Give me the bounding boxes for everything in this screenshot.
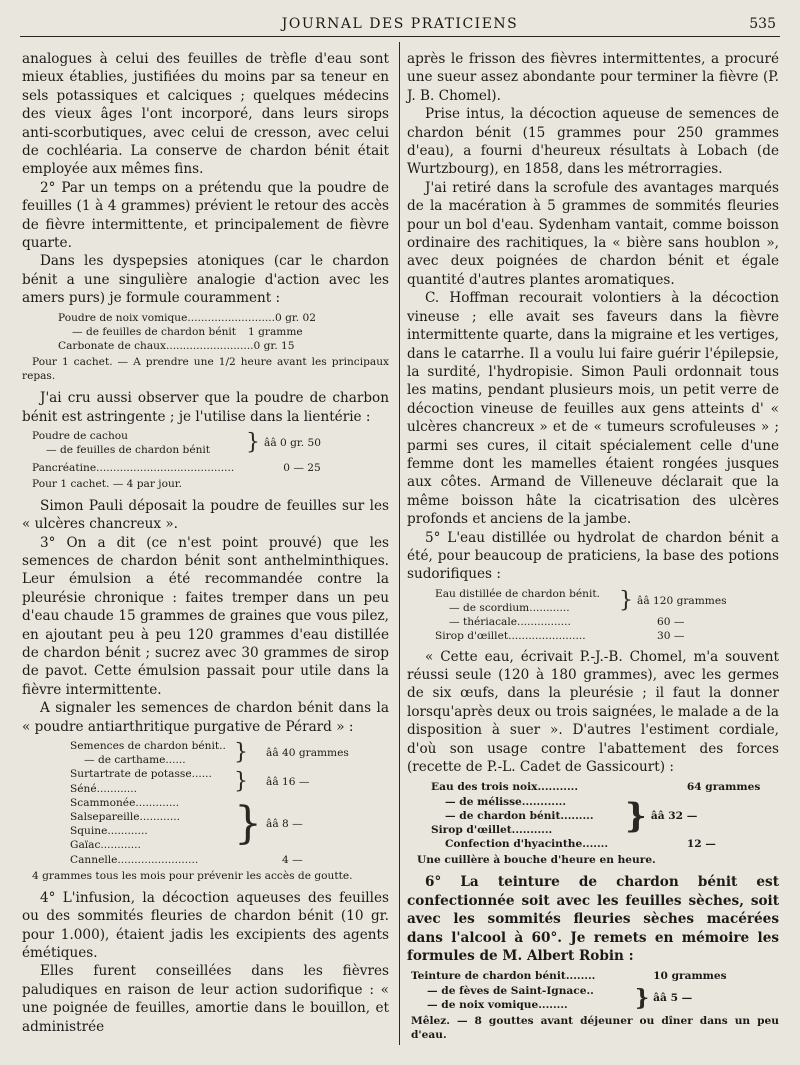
paragraph: J'ai cru aussi observer que la poudre de charbon bénit est astringente ; je l'utilise dans la lientérie :: [22, 390, 389, 425]
prescription-4: Eau distillée de chardon bénit. — de scordium............ } ââ 120 grammes — thériacale................ 60 — Sirop d'œillet....................... 30 —: [435, 587, 727, 643]
prescription-note: Mêlez. — 8 gouttes avant déjeuner ou dîner dans un peu d'eau.: [411, 1015, 779, 1042]
paragraph: 3° On a dit (ce n'est point prouvé) que les semences de chardon bénit sont anthelminthiques. Leur émulsion a été recommandée contre la pleurésie chronique : faites tremper dans un peu d'eau chaude 15 grammes de graines que vous pilez, en ajoutant peu à peu 120 grammes d'eau distillée de chardon bénit ; sucrez avec 30 grammes de sirop de pavot. Cette émulsion passait pour utile dans la fièvre intermittente.: [22, 534, 389, 698]
brace-symbol: }: [234, 798, 262, 850]
brace-symbol: }: [635, 984, 650, 1011]
paragraph: Prise intus, la décoction aqueuse de semences de chardon bénit (15 grammes pour 250 grammes d'eau), a fourni d'heureux résultats à Lobach (de Wurtzbourg), en 1858, dans les métrorragies.: [407, 106, 779, 178]
paragraph: C. Hoffman recourait volontiers à la décoction vineuse ; elle avait ses faveurs dans la fièvre intermittente quarte, dans la migraine et les vertiges, dans le catarrhe. Il a voulu lui faire guérir l'épilepsie, la surdité, l'hydropisie. Simon Pauli ordonnait tous les matins, pendant plusieurs mois, un petit verre de décoction vineuse de feuilles aux gens atteints d' « ulcères chancreux » et de « tumeurs scrofuleuses » ; parmi ses cures, il citait spécialement celle d'une femme dont les mamelles étaient rongées jusques aux côtes. Armand de Villeneuve déclarait que la même boisson hâte la cicatrisation des ulcères profonds et anciens de la jambe.: [407, 290, 779, 528]
right-column: [407, 50, 779, 1048]
paragraph: Simon Pauli déposait la poudre de feuilles sur les « ulcères chancreux ».: [22, 497, 389, 533]
brace-symbol: }: [619, 587, 633, 613]
prescription-row: Carbonate de chaux .......................... 0 gr. 15: [58, 340, 295, 353]
prescription-3: Semences de chardon bénit.. — de carthame...... } ââ 40 grammes Surtartrate de potasse...... Séné............ } ââ 16 — Scammonée............. Salsepareille............ Squine............ Gaïac............ } ââ 8 — Cannelle........................ 4 —: [70, 740, 349, 866]
prescription-note: Pour 1 cachet. — 4 par jour.: [32, 477, 183, 490]
paragraph: J'ai retiré dans la scrofule des avantages marqués de la macération à 5 grammes de sommités fleuries pour un bol d'eau. Sydenham vantait, comme boisson ordinaire des rachitiques, la « bière sans houblon », avec deux poignées de chardon bénit et égale quantité d'autres plantes aromatiques.: [407, 179, 779, 288]
page-number: 535: [749, 16, 776, 32]
journal-title: JOURNAL DES PRATICIENS: [281, 16, 519, 32]
prescription-note: 4 grammes tous les mois pour prévenir les accès de goutte.: [32, 869, 353, 882]
brace-symbol: }: [246, 430, 260, 456]
prescription-row: — de feuilles de chardon bénit 1 gramme: [72, 325, 303, 338]
column-divider: [399, 42, 400, 1045]
prescription-row: Poudre de noix vomique .......................... 0 gr. 02: [58, 311, 316, 324]
prescription-row: Pancréatine ......................................... 0 — 25: [32, 461, 321, 474]
paragraph: Elles furent conseillées dans les fièvres paludiques en raison de leur action sudorifique : « une poignée de feuilles, amortie dans le bouillon, et administrée: [22, 963, 389, 1035]
paragraph: 2° Par un temps on a prétendu que la poudre de feuilles (1 à 4 grammes) prévient le retour des accès de fièvre intermittente, et principalement de fièvre quarte.: [22, 179, 389, 252]
brace-symbol: }: [625, 795, 647, 836]
paragraph: 4° L'infusion, la décoction aqueuses des feuilles ou des sommités fleuries de chardon bénit (10 gr. pour 1.000), étaient jadis les excipients des agents émétiques.: [22, 889, 389, 962]
paragraph: après le frisson des fièvres intermittentes, a procuré une sueur assez abondante pour terminer la fièvre (P. J. B. Chomel).: [407, 51, 779, 104]
prescription-2: Poudre de cachou — de feuilles de chardon bénit } ââ 0 gr. 50: [32, 430, 322, 457]
prescription-note: Une cuillère à bouche d'heure en heure.: [417, 854, 656, 867]
paragraph: « Cette eau, écrivait P.-J.-B. Chomel, m'a souvent réussi seule (120 à 180 grammes), avec les germes de six œufs, dans la pleurésie ; il faut la donner lorsqu'après deux ou trois saignées, le malade a de la disposition à suer ». D'autres l'estiment cordiale, d'où son usage contre l'abattement des forces (recette de P.-L. Cadet de Gassicourt) :: [407, 648, 779, 776]
brace-symbol: }: [234, 768, 248, 794]
brace-symbol: }: [234, 740, 248, 766]
left-column: [22, 50, 389, 1036]
prescription-note: Pour 1 cachet. — A prendre une 1/2 heure avant les principaux repas.: [22, 356, 389, 383]
paragraph: analogues à celui des feuilles de trèfle d'eau sont mieux établies, justifiées du moins par sa teneur en sels potassiques et calciques ; quelques médecins des vieux âges l'ont incorporé, dans leurs sirops anti-scorbutiques, avec celui de cresson, avec celui de cochléaria. La conserve de chardon bénit était employée aux mêmes fins.: [22, 51, 389, 178]
paragraph: A signaler les semences de chardon bénit dans la « poudre antiarthritique purgative de Pérard » :: [22, 700, 389, 735]
running-header: [20, 14, 780, 37]
paragraph: 5° L'eau distillée ou hydrolat de chardon bénit a été, pour beaucoup de praticiens, la base des potions sudorifiques :: [407, 529, 779, 583]
prescription-1: [22, 311, 318, 354]
prescription-5: Eau des trois noix........... 64 grammes — de mélisse............ — de chardon bénit......... Sirop d'œillet........... } ââ 32 — Confection d'hyacinthe....... 12 — Une cuillère à bouche d'heure en heure.: [431, 780, 779, 867]
prescription-6: Teinture de chardon bénit........ 10 grammes — de fèves de Saint-Ignace.. — de noix vomique........ } ââ 5 — Mêlez. — 8 gouttes avant déjeuner ou dîner dans un peu d'eau.: [411, 970, 779, 1042]
paragraph: Dans les dyspepsies atoniques (car le chardon bénit a une singulière analogie d'action avec les amers purs) je formule couramment :: [22, 253, 389, 307]
paragraph: 6° La teinture de chardon bénit est confectionnée soit avec les feuilles sèches, soit avec les sommités fleuries sèches macérées dans l'alcool à 60°. Je remets en mémoire les formules de M. Albert Robin :: [407, 874, 779, 965]
